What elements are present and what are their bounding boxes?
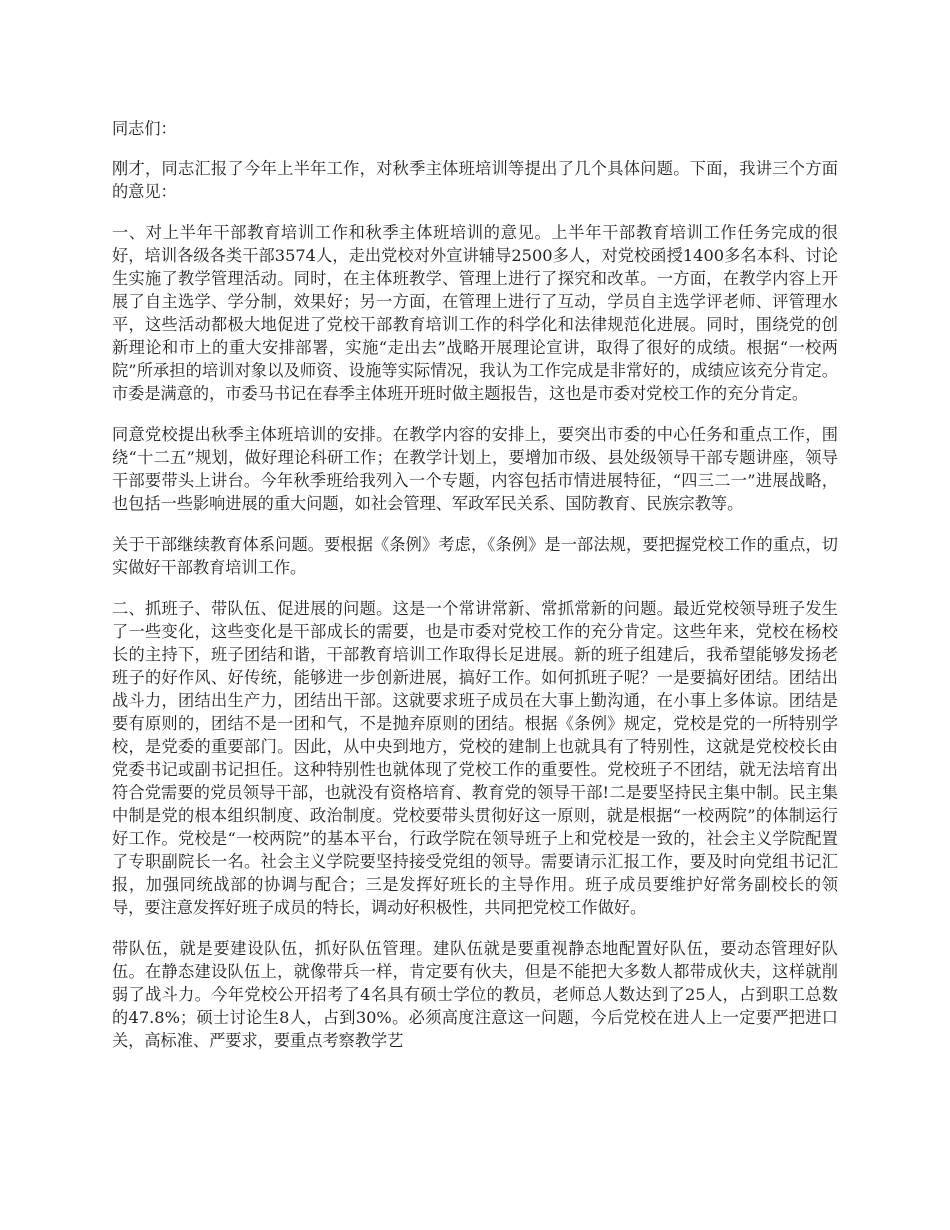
document-body <box>112 117 838 1070</box>
paragraph-team-building: 带队伍，就是要建设队伍，抓好队伍管理。建队伍就是要重视静态地配置好队伍，要动态管理好队伍。在静态建设队伍上，就像带兵一样，肯定要有伙夫，但是不能把大多数人都带成伙夫，这样就削弱了战斗力。今年党校公开招考了4名具有硕士学位的教员，老师总人数达到了25人，占到职工总数的47.8%；硕士讨论生8人，占到30%。必须高度注意这一问题，今后党校在进人上一定要严把进口关，高标准、严要求，要重点考察教学艺 <box>112 939 838 1050</box>
paragraph-autumn-class: 同意党校提出秋季主体班培训的安排。在教学内容的安排上，要突出市委的中心任务和重点工作，围绕“十二五”规划，做好理论科研工作；在教学计划上，要增加市级、县处级领导干部专题讲座，领导干部要带头上讲台。今年秋季班给我列入一个专题，内容包括市情进展特征，“四三二一”进展战略，也包括一些影响进展的重大问题，如社会管理、军政军民关系、国防教育、民族宗教等。 <box>112 425 838 513</box>
salutation: 同志们： <box>112 119 177 138</box>
paragraph-continuing-education: 关于干部继续教育体系问题。要根据《条例》考虑，《条例》是一部法规，要把握党校工作的重点，切实做好干部教育培训工作。 <box>112 535 838 577</box>
paragraph-section-two: 二、抓班子、带队伍、促进展的问题。这是一个常讲常新、常抓常新的问题。最近党校领导班子发生了一些变化，这些变化是干部成长的需要，也是市委对党校工作的充分肯定。这些年来，党校在杨校长的主持下，班子团结和谐，干部教育培训工作取得长足进展。新的班子组建后，我希望能够发扬老班子的好作风、好传统，能够进一步创新进展，搞好工作。如何抓班子呢？一是要搞好团结。团结出战斗力，团结出生产力，团结出干部。这就要求班子成员在大事上勤沟通，在小事上多体谅。团结是要有原则的，团结不是一团和气，不是抛弃原则的团结。根据《条例》规定，党校是党的一所特别学校，是党委的重要部门。因此，从中央到地方，党校的建制上也就具有了特别性，这就是党校校长由党委书记或副书记担任。这种特别性也就体现了党校工作的重要性。党校班子不团结，就无法培育出符合党需要的党员领导干部，也就没有资格培育、教育党的领导干部!二是要坚持民主集中制。民主集中制是党的根本组织制度、政治制度。党校要带头贯彻好这一原则，就是根据“一校两院”的体制运行好工作。党校是“一校两院”的基本平台，行政学院在领导班子上和党校是一致的，社会主义学院配置了专职副院长一名。社会主义学院要坚持接受党组的领导。需要请示汇报工作，要及时向党组书记汇报，加强同统战部的协调与配合；三是发挥好班长的主导作用。班子成员要维护好常务副校长的领导，要注意发挥好班子成员的特长，调动好积极性，共同把党校工作做好。 <box>112 599 838 917</box>
paragraph-section-one: 一、对上半年干部教育培训工作和秋季主体班培训的意见。上半年干部教育培训工作任务完成的很好，培训各级各类干部3574人，走出党校对外宣讲辅导2500多人，对党校函授1400多名本科、讨论生实施了教学管理活动。同时，在主体班教学、管理上进行了探究和改革。一方面，在教学内容上开展了自主选学、学分制，效果好；另一方面，在管理上进行了互动，学员自主选学评老师、评管理水平，这些活动都极大地促进了党校干部教育培训工作的科学化和法律规范化进展。同时，围绕党的创新理论和市上的重大安排部署，实施“走出去”战略开展理论宣讲，取得了很好的成绩。根据“一校两院”所承担的培训对象以及师资、设施等实际情况，我认为工作完成是非常好的，成绩应该充分肯定。市委是满意的，市委马书记在春季主体班开班时做主题报告，这也是市委对党校工作的充分肯定。 <box>112 223 838 403</box>
paragraph-intro: 刚才，同志汇报了今年上半年工作，对秋季主体班培训等提出了几个具体问题。下面，我讲三个方面的意见： <box>112 159 838 201</box>
